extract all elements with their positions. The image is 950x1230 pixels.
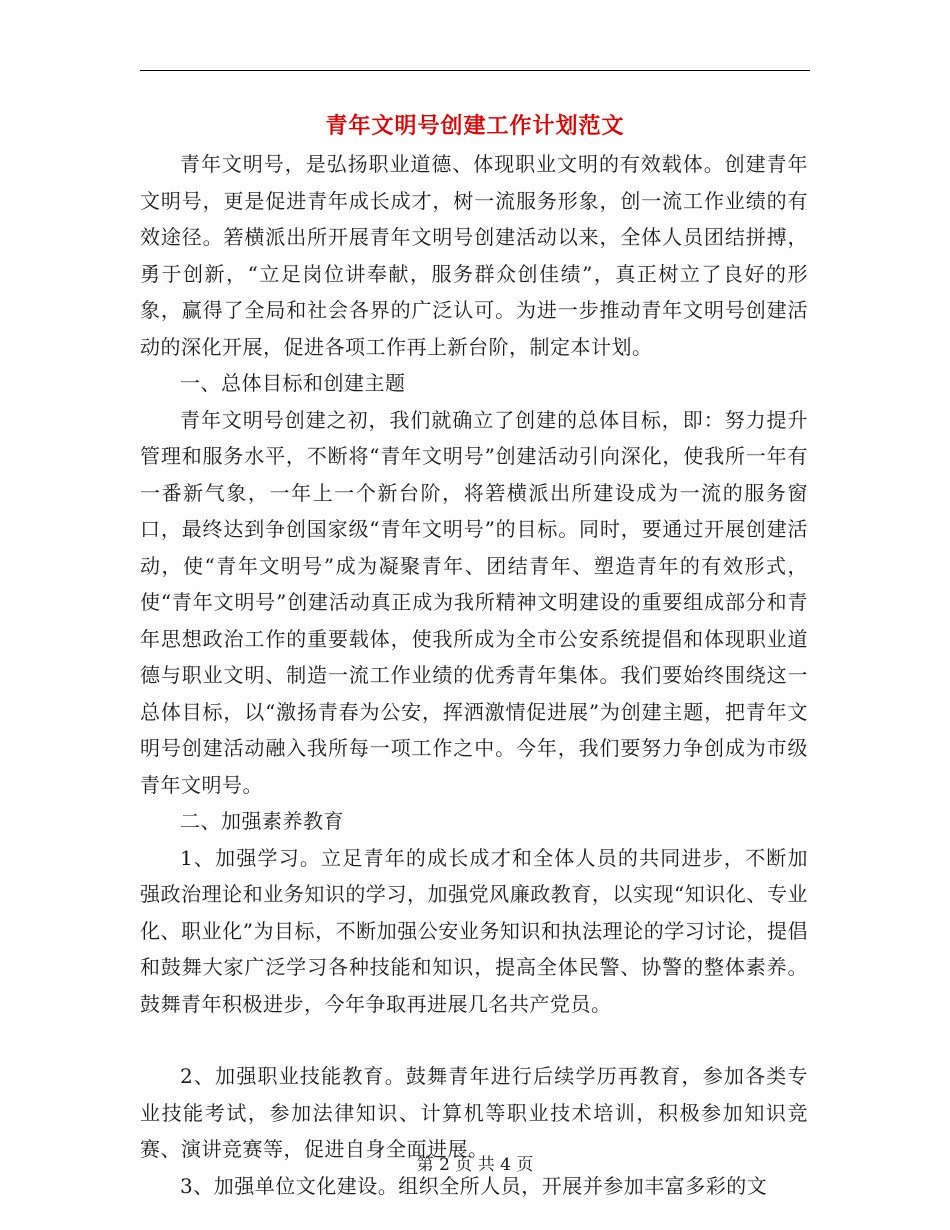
section-heading-2: 二、加强素养教育: [180, 809, 344, 833]
page-number-label: 第 2 页 共 4 页: [416, 1155, 534, 1175]
header-rule: [140, 70, 810, 71]
paragraph-item-3: 3、加强单位文化建设。组织全所人员，开展并参加丰富多彩的文: [180, 1173, 768, 1198]
paragraph-intro: 青年文明号，是弘扬职业道德、体现职业文明的有效载体。创建青年文明号，更是促进青年成长成才，树一流服务形象，创一流工作业绩的有效途径。箬横派出所开展青年文明号创建活动以来，全体人员团结拼搏，勇于创新，“立足岗位讲奉献，服务群众创佳绩”，真正树立了良好的形象，赢得了全局和社会各界的广泛认可。为进一步推动青年文明号创建活动的深化开展，促进各项工作再上新台阶，制定本计划。: [140, 152, 808, 359]
document-title: 青年文明号创建工作计划范文: [325, 113, 625, 139]
paragraph-item-1: 1、加强学习。立足青年的成长成才和全体人员的共同进步，不断加强政治理论和业务知识的学习，加强党风廉政教育，以实现“知识化、专业化、职业化”为目标，不断加强公安业务知识和执法理论的学习讨论，提倡和鼓舞大家广泛学习各种技能和知识，提高全体民警、协警的整体素养。鼓舞青年积极进步，今年争取再进展几名共产党员。: [140, 845, 808, 1016]
paragraph-item-2: 2、加强职业技能教育。鼓舞青年进行后续学历再教育，参加各类专业技能考试，参加法律知识、计算机等职业技术培训，积极参加知识竞赛、演讲竞赛等，促进自身全面进展。: [140, 1064, 808, 1161]
page-footer: [140, 1152, 810, 1178]
section-heading-1: 一、总体目标和创建主题: [180, 371, 406, 395]
paragraph-goals: 青年文明号创建之初，我们就确立了创建的总体目标，即：努力提升管理和服务水平，不断将“青年文明号”创建活动引向深化，使我所一年有一番新气象，一年上一个新台阶，将箬横派出所建设成为一流的服务窗口，最终达到争创国家级“青年文明号”的目标。同时，要通过开展创建活动，使“青年文明号”成为凝聚青年、团结青年、塑造青年的有效形式，使“青年文明号”创建活动真正成为我所精神文明建设的重要组成部分和青年思想政治工作的重要载体，使我所成为全市公安系统提倡和体现职业道德与职业文明、制造一流工作业绩的优秀青年集体。我们要始终围绕这一总体目标，以“激扬青春为公安，挥洒激情促进展”为创建主题，把青年文明号创建活动融入我所每一项工作之中。今年，我们要努力争创成为市级青年文明号。: [140, 407, 808, 797]
document-body: [140, 146, 808, 1204]
